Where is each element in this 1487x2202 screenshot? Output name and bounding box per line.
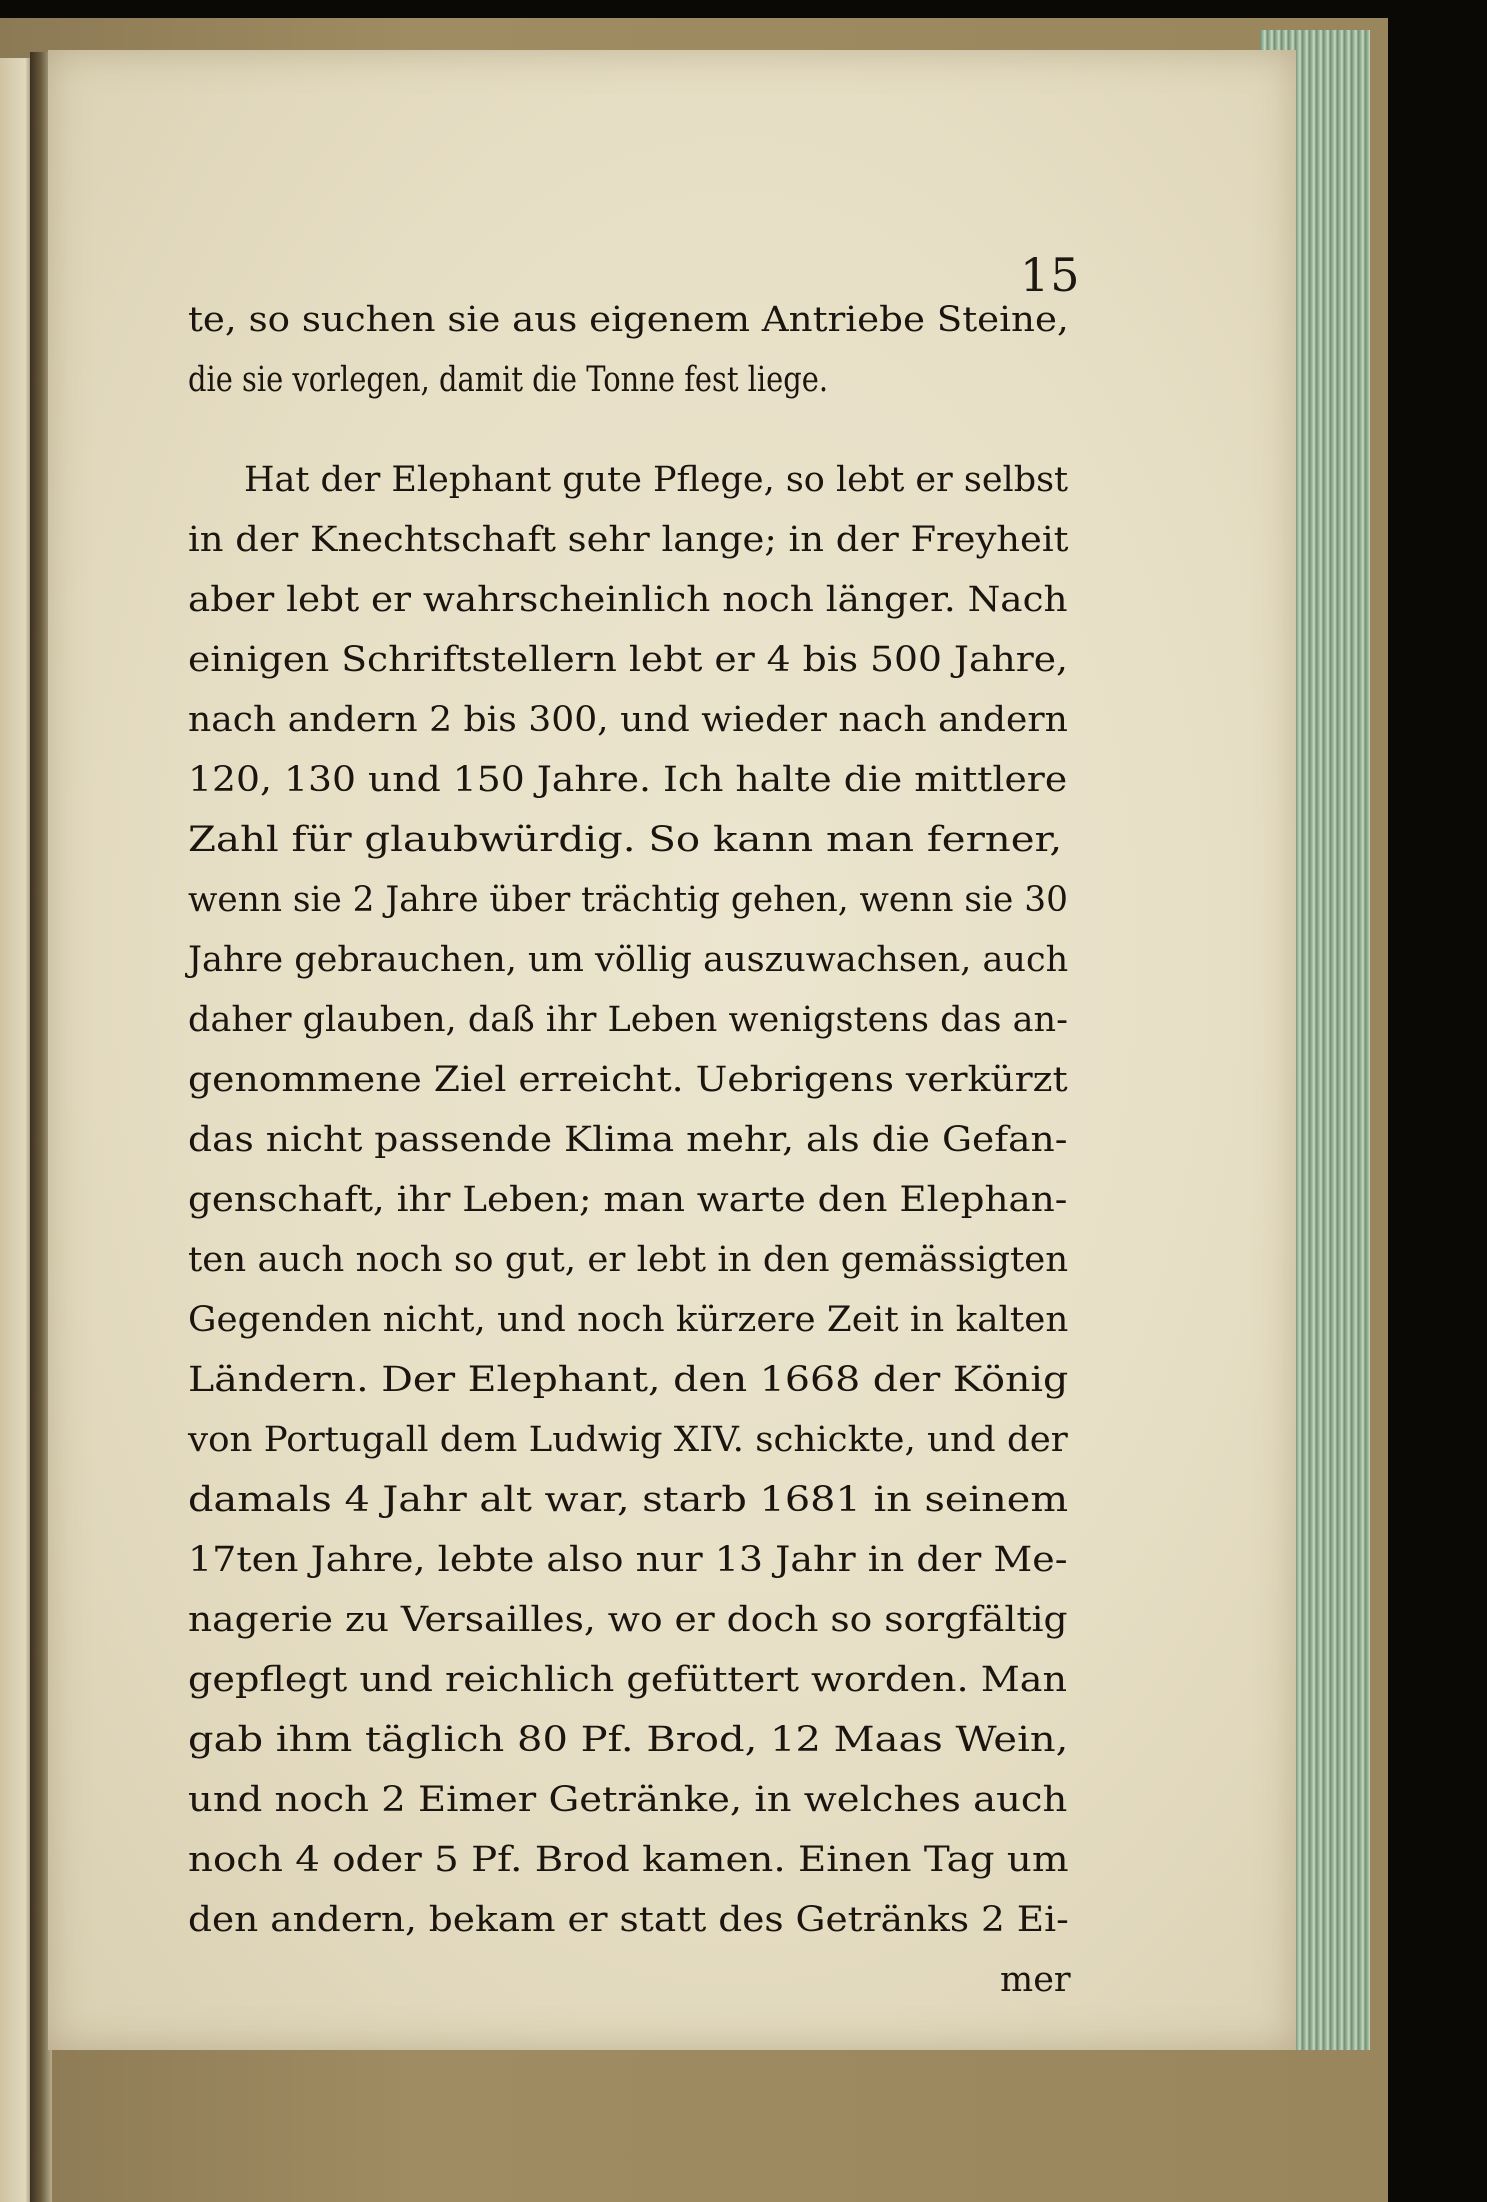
- text-line: daher glauben, daß ihr Leben wenigstens das an-: [188, 1000, 1068, 1040]
- text-line: Gegenden nicht, und noch kürzere Zeit in kalten: [188, 1300, 1069, 1340]
- text-line: noch 4 oder 5 Pf. Brod kamen. Einen Tag um: [188, 1840, 1069, 1880]
- text-line: Zahl für glaubwürdig. So kann man ferner,: [188, 820, 1063, 860]
- page-number: 15: [1020, 248, 1081, 302]
- text-line: die sie vorlegen, damit die Tonne fest liege.: [188, 360, 829, 400]
- text-line: aber lebt er wahrscheinlich noch länger. Nach: [188, 580, 1068, 620]
- text-line: 120, 130 und 150 Jahre. Ich halte die mittlere: [188, 760, 1068, 800]
- text-line: und noch 2 Eimer Getränke, in welches auch: [188, 1780, 1068, 1820]
- text-line: 17ten Jahre, lebte also nur 13 Jahr in der Me-: [188, 1540, 1068, 1580]
- text-line: nach andern 2 bis 300, und wieder nach andern: [188, 700, 1068, 740]
- text-line: wenn sie 2 Jahre über trächtig gehen, wenn sie 30: [188, 880, 1068, 920]
- text-line: von Portugall dem Ludwig XIV. schickte, und der: [188, 1420, 1068, 1460]
- text-line: Jahre gebrauchen, um völlig auszuwachsen, auch: [188, 940, 1069, 980]
- text-line: gepflegt und reichlich gefüttert worden. Man: [188, 1660, 1068, 1700]
- text-line: ten auch noch so gut, er lebt in den gemässigten: [188, 1240, 1069, 1280]
- text-line: das nicht passende Klima mehr, als die Gefan-: [188, 1120, 1068, 1160]
- text-line: nagerie zu Versailles, wo er doch so sorgfältig: [188, 1600, 1068, 1640]
- text-line: te, so suchen sie aus eigenem Antriebe Steine,: [188, 300, 1069, 340]
- text-line: Hat der Elephant gute Pflege, so lebt er selbst: [244, 460, 1069, 500]
- text-line: genommene Ziel erreicht. Uebrigens verkürzt: [188, 1060, 1068, 1100]
- text-line: den andern, bekam er statt des Getränks 2 Ei-: [188, 1900, 1069, 1940]
- text-line: einigen Schriftstellern lebt er 4 bis 500 Jahre,: [188, 640, 1068, 680]
- text-line: Ländern. Der Elephant, den 1668 der König: [188, 1360, 1069, 1400]
- text-line: gab ihm täglich 80 Pf. Brod, 12 Maas Wein,: [188, 1720, 1069, 1760]
- catchword: mer: [1000, 1960, 1071, 2000]
- text-line: damals 4 Jahr alt war, starb 1681 in seinem: [188, 1480, 1069, 1520]
- text-line: in der Knechtschaft sehr lange; in der Freyheit: [188, 520, 1069, 560]
- text-line: genschaft, ihr Leben; man warte den Elephan-: [188, 1180, 1068, 1220]
